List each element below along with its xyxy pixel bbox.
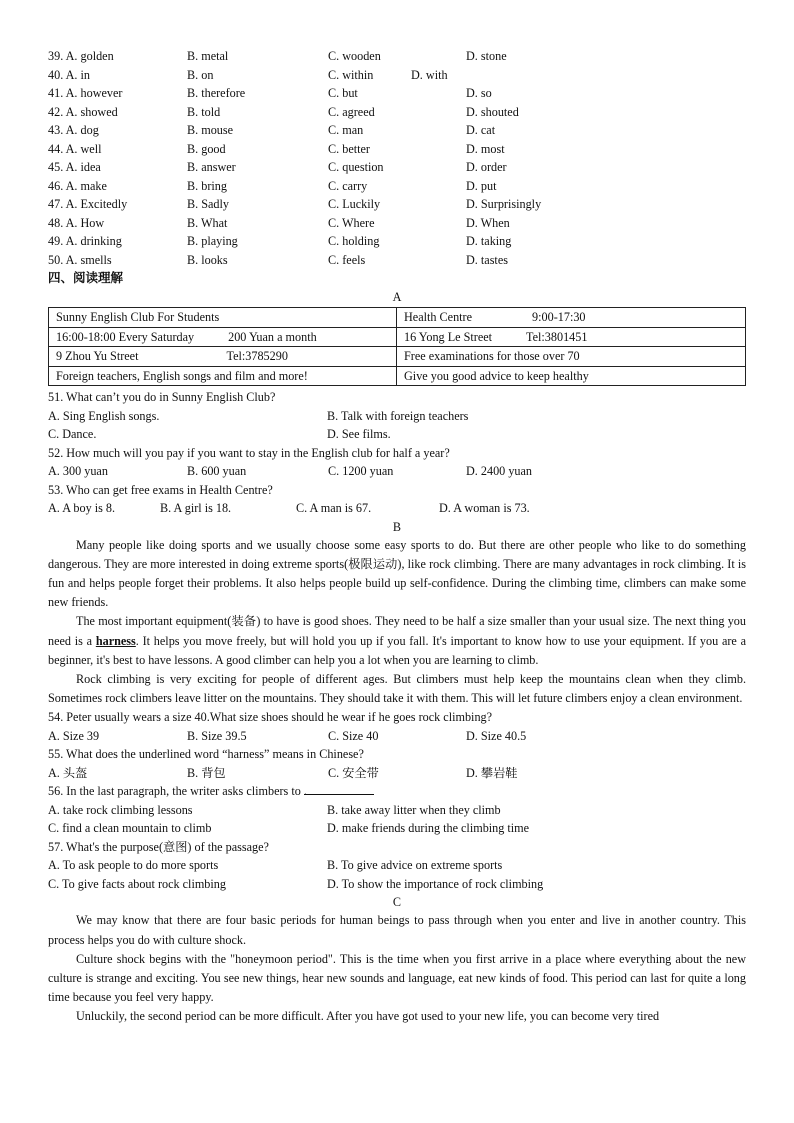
option-d[interactable]: D. See films. — [327, 427, 391, 441]
cloze-question-row — [48, 140, 746, 159]
option-a-text[interactable]: A. showed — [65, 104, 118, 119]
question-53-options — [48, 499, 746, 518]
cloze-question-row — [48, 177, 746, 196]
cloze-question-row — [48, 251, 746, 270]
option-b[interactable]: B. metal — [187, 49, 229, 63]
option-c[interactable]: C. but — [328, 86, 358, 100]
option-a[interactable]: A. Size 39 — [48, 728, 100, 743]
question-52-stem: 52. How much will you pay if you want to stay in the English club for half a year? — [48, 445, 450, 460]
centre-name-cell — [397, 308, 746, 328]
cloze-question-row — [48, 232, 746, 251]
passage-b-paragraph-3: Rock climbing is very exciting for people of different ages. But climbers must help keep the mountains clean when they climb. Sometimes rock climbers leave litter on the mountains. They should take it with them. This will let future climbers enjoy a clean environment. — [48, 671, 746, 706]
option-b[interactable]: B. on — [187, 67, 214, 82]
question-number: 47. — [48, 197, 64, 211]
option-c[interactable]: C. holding — [328, 234, 380, 248]
centre-advice-cell: Give you good advice to keep healthy — [397, 366, 746, 386]
exam-page — [48, 47, 746, 1027]
question-52-options — [48, 462, 746, 481]
option-d[interactable]: D. 2400 yuan — [466, 464, 533, 478]
option-a[interactable] — [48, 47, 114, 66]
question-number: 50. — [48, 252, 64, 267]
question-56-stem: 56. In the last paragraph, the writer asks climbers to — [48, 784, 301, 799]
answer-blank[interactable] — [304, 782, 374, 795]
option-a-text[interactable]: A. in — [65, 67, 90, 82]
option-a-text[interactable]: A. How — [65, 215, 105, 230]
question-55-stem: 55. What does the underlined word “harness” means in Chinese? — [48, 747, 364, 762]
option-a[interactable] — [48, 214, 104, 233]
option-c[interactable]: C. feels — [328, 252, 366, 267]
question-number: 49. — [48, 234, 64, 248]
option-b[interactable]: B. good — [187, 141, 226, 156]
club-price: 200 Yuan a month — [228, 329, 317, 344]
question-number: 46. — [48, 178, 64, 193]
option-d[interactable]: D. When — [466, 215, 510, 230]
option-d[interactable]: D. make friends during the climbing time — [327, 821, 530, 836]
question-56-end: . — [303, 784, 307, 799]
question-number: 48. — [48, 215, 64, 230]
option-c[interactable]: C. question — [328, 160, 384, 174]
option-b[interactable]: B. Size 39.5 — [187, 728, 247, 743]
option-a-text[interactable]: A. idea — [65, 160, 101, 174]
option-d[interactable]: D. stone — [466, 49, 507, 63]
question-53-stem: 53. Who can get free exams in Health Centre? — [48, 482, 273, 497]
question-number: 42. — [48, 104, 64, 119]
centre-free-exam-cell: Free examinations for those over 70 — [397, 347, 746, 367]
option-a[interactable] — [48, 177, 107, 196]
question-54-options — [48, 727, 746, 746]
option-d[interactable]: D. most — [466, 141, 505, 156]
option-a[interactable]: A. To ask people to do more sports — [48, 858, 219, 873]
option-a-text[interactable]: A. drinking — [65, 234, 122, 248]
question-56-stem-row — [48, 782, 746, 801]
option-b[interactable]: B. told — [187, 104, 221, 119]
centre-address-cell — [397, 327, 746, 347]
option-c[interactable]: C. carry — [328, 178, 368, 193]
option-d[interactable]: D. A woman is 73. — [439, 501, 530, 515]
question-number: 41. — [48, 86, 64, 100]
option-c[interactable]: C. Where — [328, 215, 375, 230]
question-54-stem: 54. Peter usually wears a size 40.What size shoes should he wear if he goes rock climbing? — [48, 710, 493, 725]
section-title: 四、阅读理解 — [48, 270, 124, 285]
club-features-cell: Foreign teachers, English songs and film and more! — [49, 366, 397, 386]
club-address: 9 Zhou Yu Street — [56, 349, 139, 363]
option-a-text[interactable]: A. however — [65, 86, 123, 100]
option-c[interactable]: C. A man is 67. — [296, 501, 372, 515]
option-a-text[interactable]: A. Excitedly — [65, 197, 128, 211]
option-d[interactable]: D. tastes — [466, 252, 508, 267]
centre-hours: 9:00-17:30 — [532, 310, 586, 324]
cloze-question-row — [48, 158, 746, 177]
option-c[interactable]: C. To give facts about rock climbing — [48, 876, 226, 891]
option-b[interactable]: B. bring — [187, 178, 227, 193]
option-d[interactable]: D. taking — [466, 234, 512, 248]
option-a[interactable]: A. A boy is 8. — [48, 501, 116, 515]
option-c[interactable]: C. better — [328, 141, 370, 156]
option-a-text[interactable]: A. golden — [65, 49, 114, 63]
passage-a-label: A — [392, 290, 402, 304]
option-c[interactable]: C. Size 40 — [328, 728, 379, 743]
option-a-text[interactable]: A. smells — [65, 252, 112, 267]
option-a[interactable]: A. Sing English songs. — [48, 408, 160, 423]
option-d[interactable]: D. 攀岩鞋 — [466, 765, 518, 780]
passage-c-paragraph-1: We may know that there are four basic periods for human beings to pass through when you enter and live in another country. This process helps you do with culture shock. — [48, 913, 746, 947]
option-b[interactable]: B. playing — [187, 234, 238, 248]
option-b[interactable]: B. A girl is 18. — [160, 501, 232, 515]
club-time: 16:00-18:00 Every Saturday — [56, 329, 195, 344]
question-51-options-row2 — [48, 425, 746, 444]
club-time-cell — [49, 327, 397, 347]
option-a[interactable] — [48, 121, 99, 140]
p2-text-before: The most important equipment(装备) to have is good shoes. They need to be half a size smaller than your usual size. The next thing you need is a — [48, 614, 746, 648]
passage-b-label: B — [392, 519, 402, 534]
option-c[interactable]: C. man — [328, 123, 364, 137]
question-56-options-row1 — [48, 801, 746, 820]
option-a[interactable] — [48, 158, 101, 177]
club-tel: Tel:3785290 — [226, 349, 288, 363]
question-number: 39. — [48, 49, 64, 63]
option-a[interactable]: A. 头盔 — [48, 765, 88, 780]
option-c[interactable]: C. agreed — [328, 104, 375, 119]
cloze-question-row — [48, 47, 746, 66]
question-55-options — [48, 764, 746, 783]
cloze-question-row — [48, 66, 746, 85]
question-57-options-row1 — [48, 856, 746, 875]
option-a[interactable] — [48, 84, 122, 103]
option-a[interactable] — [48, 195, 127, 214]
cloze-question-row — [48, 103, 746, 122]
option-b[interactable]: B. Sadly — [187, 197, 229, 211]
option-d[interactable]: D. with — [411, 67, 448, 82]
question-57-options-row2 — [48, 875, 746, 894]
option-b[interactable]: B. take away litter when they climb — [327, 802, 501, 817]
option-c[interactable]: C. within — [328, 67, 374, 82]
option-a[interactable] — [48, 66, 90, 85]
cloze-question-row — [48, 195, 746, 214]
option-d[interactable]: D. Size 40.5 — [466, 728, 527, 743]
question-number: 45. — [48, 160, 64, 174]
option-b[interactable]: B. 600 yuan — [187, 464, 247, 478]
option-d[interactable]: D. Surprisingly — [466, 197, 542, 211]
option-c[interactable]: C. 安全带 — [328, 765, 379, 780]
option-a-text[interactable]: A. make — [65, 178, 107, 193]
question-number: 43. — [48, 123, 64, 137]
option-d[interactable]: D. so — [466, 86, 492, 100]
option-b[interactable]: B. To give advice on extreme sports — [327, 858, 503, 873]
question-51-stem: 51. What can’t you do in Sunny English Club? — [48, 390, 276, 404]
option-a[interactable]: A. 300 yuan — [48, 464, 108, 478]
question-number: 40. — [48, 67, 64, 82]
option-c[interactable]: C. find a clean mountain to climb — [48, 821, 212, 836]
p2-text-after: . It helps you move freely, but will hold you up if you fall. It's important to know how to use your equipment. If you are a beginner, it's best to have lessons. A good climber can help you a lot when you are learning to climb. — [48, 633, 747, 667]
option-a[interactable] — [48, 251, 112, 270]
centre-name: Health Centre — [404, 310, 473, 324]
passage-b-paragraph-2 — [48, 612, 746, 670]
cloze-question-row — [48, 121, 746, 140]
cloze-question-row — [48, 214, 746, 233]
option-a[interactable] — [48, 140, 102, 159]
option-d[interactable]: D. order — [466, 160, 507, 174]
club-address-cell — [49, 347, 397, 367]
centre-tel: Tel:3801451 — [526, 329, 588, 344]
option-d[interactable]: D. cat — [466, 123, 496, 137]
option-c[interactable]: C. Luckily — [328, 197, 381, 211]
underlined-word-harness: harness — [95, 633, 136, 648]
passage-c-paragraph-3: Unluckily, the second period can be more difficult. After you have got used to your new life, you can become very tired — [76, 1009, 660, 1024]
question-57-stem: 57. What's the purpose(意图) of the passage? — [48, 839, 269, 854]
passage-c-label: C — [392, 895, 402, 910]
option-b[interactable]: B. mouse — [187, 123, 234, 137]
option-b[interactable]: B. looks — [187, 252, 228, 267]
option-d[interactable]: D. shouted — [466, 104, 519, 119]
passage-b-paragraph-1: Many people like doing sports and we usually choose some easy sports to do. But there are other people who like to do something dangerous. They are more interested in doing extreme sports(极限运动), like rock climbing. There are many advantages in rock climbing. It is fun and helps people forget their problems. It also helps people build up self-confidence. During the climbing time, climbers can make some new friends. — [48, 537, 746, 610]
option-c[interactable]: C. 1200 yuan — [328, 464, 394, 478]
option-c[interactable]: C. wooden — [328, 49, 381, 63]
option-b[interactable]: B. 背包 — [187, 765, 226, 780]
question-56-options-row2 — [48, 819, 746, 838]
cloze-options-list — [48, 47, 746, 269]
passage-c-paragraph-2: Culture shock begins with the "honeymoon period". This is the time when you first arrive in a place where everything about the new culture is strange and exciting. You see new things, hear new sounds and language, eat new kinds of food. This period can last for quite a long time because you feel very happy. — [48, 951, 746, 1005]
option-d[interactable]: D. To show the importance of rock climbing — [327, 876, 544, 891]
option-a[interactable]: A. take rock climbing lessons — [48, 802, 193, 817]
option-b[interactable]: B. answer — [187, 160, 236, 174]
option-a[interactable] — [48, 232, 122, 251]
option-b[interactable]: B. What — [187, 215, 228, 230]
cloze-question-row — [48, 84, 746, 103]
option-b[interactable]: B. therefore — [187, 86, 246, 100]
option-a[interactable] — [48, 103, 118, 122]
question-number: 44. — [48, 141, 64, 156]
option-d[interactable]: D. put — [466, 178, 497, 193]
option-a-text[interactable]: A. dog — [65, 123, 99, 137]
option-c[interactable]: C. Dance. — [48, 427, 97, 441]
ads-table — [48, 307, 746, 386]
question-51-options-row1 — [48, 407, 746, 426]
option-b[interactable]: B. Talk with foreign teachers — [327, 408, 469, 423]
club-name-cell: Sunny English Club For Students — [49, 308, 397, 328]
centre-address: 16 Yong Le Street — [404, 329, 493, 344]
option-a-text[interactable]: A. well — [65, 141, 102, 156]
